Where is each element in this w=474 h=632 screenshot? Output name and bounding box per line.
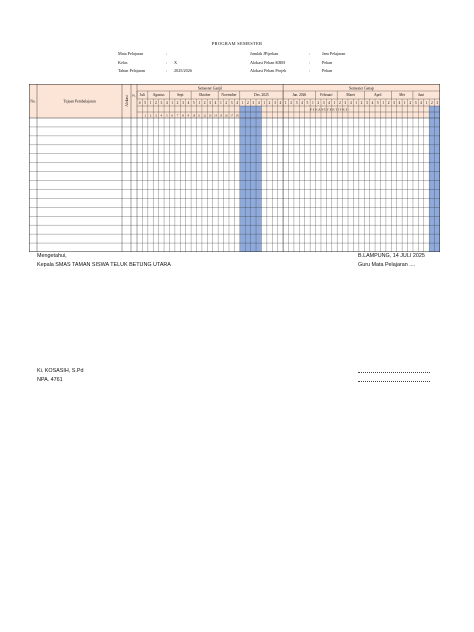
effective-week-number: 3 bbox=[155, 113, 157, 118]
info-colon: : bbox=[309, 59, 311, 65]
effective-week-number: 9 bbox=[187, 113, 190, 118]
week-digit-genap: 4 bbox=[349, 101, 352, 106]
info-label: Mata Pelajaran bbox=[118, 51, 144, 56]
week-digit-genap: 4 bbox=[371, 101, 374, 106]
week-digit-genap: 4 bbox=[328, 101, 330, 106]
week-digit-genap: 1 bbox=[403, 101, 406, 106]
week-digit-genap: 3 bbox=[366, 101, 368, 106]
info-row-kbm bbox=[250, 60, 345, 69]
week-digit: 3 bbox=[252, 101, 255, 106]
week-digit: 3 bbox=[182, 101, 184, 106]
alokasi-header: Alokasi bbox=[124, 95, 129, 107]
info-label: Alokasi Pekan KBM bbox=[250, 59, 285, 65]
week-digit-genap: 2 bbox=[360, 101, 363, 106]
week-digit-genap: 3 bbox=[393, 101, 395, 106]
month-label-1: Agustus bbox=[152, 93, 165, 98]
week-digit-genap: 1 bbox=[355, 101, 358, 106]
week-digit: 1 bbox=[171, 101, 174, 106]
highlight-column bbox=[429, 106, 434, 252]
month-label-0: Juli bbox=[139, 93, 146, 98]
effective-week-number: 10 bbox=[192, 114, 196, 118]
effective-week-number: 1 bbox=[144, 113, 146, 118]
highlight-column bbox=[240, 106, 245, 252]
month-label-2: Sept bbox=[177, 93, 184, 98]
week-digit: 4 bbox=[165, 101, 168, 106]
pekan-efektif-label: P E K A N E F E K T I F K E - bbox=[310, 107, 350, 112]
week-digit: 3 bbox=[160, 101, 163, 106]
week-digit-genap: 3 bbox=[322, 101, 325, 106]
week-digit: 3 bbox=[274, 101, 276, 106]
no-header: No. bbox=[30, 99, 36, 104]
week-digit: 2 bbox=[225, 101, 228, 106]
info-value: X bbox=[174, 59, 178, 65]
effective-week-number: 17 bbox=[230, 114, 233, 118]
week-digit-genap: 4 bbox=[398, 101, 401, 106]
info-colon: : bbox=[309, 68, 311, 74]
sign-right-date: B.LAMPUNG, 14 JULI 2025 bbox=[358, 253, 425, 259]
week-digit-genap: 2 bbox=[339, 101, 341, 106]
month-label-genap-5: Juni bbox=[418, 93, 425, 98]
info-row-year bbox=[118, 68, 192, 77]
week-digit-genap: 1 bbox=[284, 101, 287, 106]
week-digit-genap: 5 bbox=[306, 101, 309, 106]
week-digit-genap: 5 bbox=[376, 101, 379, 106]
week-digit: 2 bbox=[203, 101, 206, 106]
effective-week-number: 18 bbox=[235, 114, 239, 118]
highlight-column bbox=[435, 106, 440, 252]
info-row-class bbox=[118, 60, 192, 69]
info-label: Alokasi Pekan Projek bbox=[250, 68, 287, 74]
week-digit: 4 bbox=[236, 101, 238, 106]
week-digit-genap: 3 bbox=[344, 101, 347, 106]
effective-week-number: 8 bbox=[182, 113, 184, 118]
highlight-column bbox=[251, 106, 256, 252]
month-label-genap-2: Maret bbox=[346, 93, 356, 98]
info-value: Jam Pelajaran bbox=[322, 51, 346, 56]
effective-week-number: 6 bbox=[171, 113, 173, 118]
month-label-5: Des. 2025 bbox=[254, 93, 269, 98]
info-label: Tahun Pelajaran bbox=[118, 68, 146, 74]
week-digit: 2 bbox=[247, 101, 249, 106]
week-digit: 3 bbox=[230, 101, 233, 106]
month-label-genap-0: Jan. 2026 bbox=[292, 93, 307, 98]
schedule-grid bbox=[29, 84, 440, 252]
effective-week-number: 2 bbox=[149, 113, 152, 118]
effective-week-number: 12 bbox=[203, 114, 206, 118]
highlight-column bbox=[245, 106, 250, 252]
info-row-subject bbox=[118, 51, 192, 60]
ganjil-header: Semester Ganjil bbox=[197, 86, 223, 91]
document-title: PROGRAM SEMESTER bbox=[211, 41, 263, 46]
week-digit: 4 bbox=[257, 101, 260, 106]
week-digit-genap: 1 bbox=[311, 101, 314, 106]
week-digit: 2 bbox=[155, 101, 157, 106]
month-label-genap-3: April bbox=[373, 93, 382, 98]
week-digit: 5 bbox=[192, 101, 195, 106]
info-colon: : bbox=[309, 51, 311, 56]
week-digit-genap: 1 bbox=[382, 101, 385, 106]
week-digit: 1 bbox=[198, 101, 201, 106]
info-block-right bbox=[250, 51, 345, 77]
week-digit-genap: 3 bbox=[295, 101, 298, 106]
pt-header: Pt. bbox=[132, 93, 136, 98]
info-colon: : bbox=[166, 59, 168, 65]
effective-week-number: 4 bbox=[160, 113, 163, 118]
week-digit: 1 bbox=[241, 101, 244, 106]
week-digit-genap: 3 bbox=[414, 101, 417, 106]
week-digit: 4 bbox=[138, 101, 141, 106]
month-label-genap-4: Mei bbox=[399, 93, 406, 98]
teacher-name-line bbox=[358, 372, 430, 373]
genap-header: Semester Genap bbox=[349, 86, 374, 91]
effective-week-number: 7 bbox=[176, 113, 179, 118]
tp-header: Tujuan Pembelajaran bbox=[63, 99, 96, 104]
week-digit-genap: 2 bbox=[430, 101, 433, 106]
month-label-4: November bbox=[221, 93, 237, 98]
info-colon: : bbox=[166, 68, 168, 74]
info-colon: : bbox=[166, 51, 168, 56]
effective-week-number: 16 bbox=[224, 114, 228, 118]
week-digit: 1 bbox=[149, 101, 152, 106]
week-digit-genap: 1 bbox=[425, 101, 428, 106]
week-digit-genap: 2 bbox=[387, 101, 390, 106]
principal-name: Ki. KOSASIH, S.Pd bbox=[37, 368, 84, 374]
effective-week-number: 13 bbox=[208, 114, 212, 118]
week-digit-genap: 4 bbox=[301, 101, 303, 106]
highlight-column bbox=[256, 106, 261, 252]
info-row-jp bbox=[250, 51, 345, 60]
info-block-left bbox=[118, 51, 192, 77]
week-digit: 1 bbox=[263, 101, 266, 106]
info-label: Kelas bbox=[118, 59, 128, 65]
week-digit: 3 bbox=[209, 101, 211, 106]
sign-left-line1: Mengetahui, bbox=[37, 253, 67, 259]
info-label: Jumlah JP/pekan bbox=[250, 51, 279, 56]
month-label-genap-1: Februari bbox=[320, 93, 333, 98]
info-value: Pekan bbox=[322, 68, 333, 74]
week-digit-genap: 4 bbox=[420, 101, 422, 106]
week-digit-genap: 3 bbox=[436, 101, 439, 106]
week-digit: 4 bbox=[214, 101, 217, 106]
week-digit: 4 bbox=[279, 101, 282, 106]
month-label-3: Oktober bbox=[198, 93, 211, 98]
sign-left-line2: Kepala SMAS TAMAN SISWA TELUK BETUNG UTARA bbox=[37, 262, 171, 268]
effective-week-number: 5 bbox=[165, 113, 168, 118]
week-digit-genap: 2 bbox=[290, 101, 293, 106]
info-row-projek bbox=[250, 68, 345, 77]
week-digit-genap: 1 bbox=[333, 101, 336, 106]
info-value: Pekan bbox=[322, 59, 333, 65]
effective-week-number: 15 bbox=[219, 114, 223, 118]
week-digit-genap: 2 bbox=[317, 101, 320, 106]
week-digit: 2 bbox=[176, 101, 179, 106]
semester-schedule-table bbox=[29, 84, 440, 252]
week-digit: 1 bbox=[219, 101, 222, 106]
teacher-npa-line bbox=[358, 381, 430, 382]
effective-week-number: 14 bbox=[214, 114, 217, 118]
info-value: 2025/2026 bbox=[174, 68, 192, 74]
sign-right-role: Guru Mata Pelajaran .... bbox=[358, 262, 416, 268]
week-digit: 2 bbox=[268, 101, 271, 106]
week-digit-genap: 2 bbox=[409, 101, 412, 106]
principal-npa: NPA. 4761 bbox=[37, 377, 63, 383]
week-digit: 4 bbox=[187, 101, 190, 106]
week-digit: 5 bbox=[144, 101, 147, 106]
effective-week-number: 11 bbox=[197, 114, 201, 118]
